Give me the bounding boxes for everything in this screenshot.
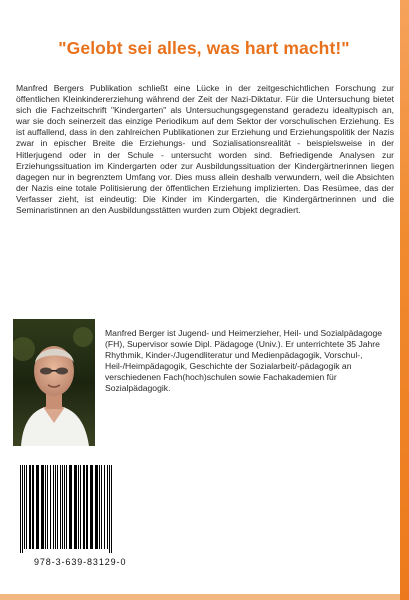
barcode-bar <box>24 465 25 549</box>
publisher-logo-icon <box>359 572 379 584</box>
barcode-bar <box>36 465 39 549</box>
barcode-bar <box>80 465 81 549</box>
barcode-bar <box>74 465 77 549</box>
barcode-bar <box>47 465 48 549</box>
barcode-bar <box>26 465 27 549</box>
barcode-bar <box>50 465 51 549</box>
barcode-bar <box>20 465 21 553</box>
barcode-bar <box>22 465 23 553</box>
barcode-bar <box>64 465 65 549</box>
cover-title: "Gelobt sei alles, was hart macht!" <box>58 38 350 58</box>
book-blurb: Manfred Bergers Publikation schließt eine Lücke in der zeitgeschichtlichen Forschung zur öffentlichen Kleinkindererziehung während der Zeit der Nazi-Diktatur. Für die Untersuchung bietet sich die Fachzeitschrift "Kindergarten" als Untersuchungsgegenstand geradezu idealtypisch an, war sie doch seinerzeit das einzige Periodikum auf dem Sektor der vorschulischen Erziehung. Es ist auffallend, dass in den zahlreichen Publikationen zur Erziehung und Erziehungspolitik der Nazis zwar in epischer Breite die Erziehungs- und Sozialisationsrealität - beispielsweise in der Hitlerjugend oder in der Schule - untersucht worden sind. Befriedigende Analysen zur Erziehungssituation im Kindergarten oder zur Ausbildungssituation der Kindergärtnerinnen liegen dagegen nur in begrenztem Umfang vor. Dies muss allein deshalb verwundern, weil die Absichten der Nazis eine totale Politisierung der öffentlichen Erziehung implizierten. Das Resümee, das der Verfasser zieht, ist eindeutig: Die Kinder im Kindergarten, die Kindergärtnerinnen und die Seminaristinnen an den Ausbildungsstätten wurden zum Objekt degradiert. <box>16 83 394 216</box>
orange-side-stripe <box>400 0 409 600</box>
barcode-bar <box>60 465 61 549</box>
barcode-icon <box>12 459 142 557</box>
author-photo <box>13 319 95 446</box>
barcode-bar <box>83 465 85 549</box>
barcode-bar <box>41 465 44 549</box>
barcode-bar <box>101 465 102 549</box>
barcode-bar <box>109 465 110 553</box>
barcode-bar <box>104 465 105 549</box>
orange-bottom-band <box>0 594 400 600</box>
barcode-bar <box>107 465 108 549</box>
barcode-bar <box>86 465 88 549</box>
barcode-bar <box>66 465 67 549</box>
barcode-bar <box>62 465 63 549</box>
barcode-bar <box>57 465 58 549</box>
barcode-bar <box>111 465 112 553</box>
barcode-bar <box>78 465 79 549</box>
barcode-bar <box>29 465 31 549</box>
isbn-number: 978-3-639-83129-0 <box>34 557 127 567</box>
barcode-bar <box>45 465 46 549</box>
barcode-bar <box>90 465 93 549</box>
barcode-bar <box>32 465 34 549</box>
barcode-bar <box>95 465 98 549</box>
barcode-bar <box>69 465 72 549</box>
barcode-bar <box>55 465 56 549</box>
author-bio: Manfred Berger ist Jugend- und Heimerzieher, Heil- und Sozialpädagoge (FH), Supervisor sowie Dipl. Pädagoge (Univ.). Er unterrichtete 35 Jahre Rhythmik, Kinder-/Jugendliteratur und Medienpädagogik, Vorschul-, Heil-/Heimpädagogik, Geschichte der Sozialarbeit/-pädagogik an verschiedenen Fach(hoch)schulen sowie Fachakademien für Sozialpädagogik. <box>105 328 383 394</box>
barcode-bar <box>53 465 54 549</box>
barcode-bar <box>99 465 100 549</box>
barcode <box>12 459 142 559</box>
